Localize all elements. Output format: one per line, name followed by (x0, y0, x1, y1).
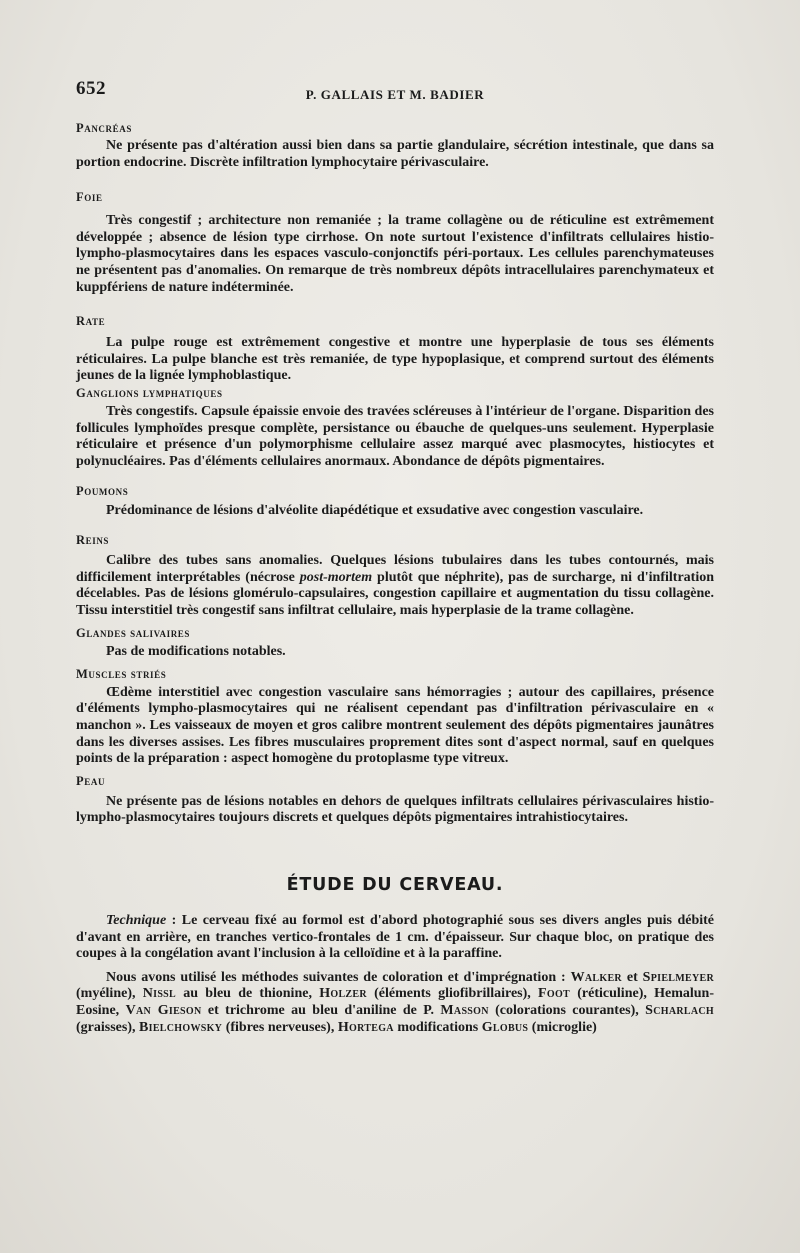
methods-text: (myéline), (76, 986, 143, 1002)
paragraph-pancreas: Ne présente pas d'altération aussi bien dans sa partie glandulaire, sécrétion intestinale, que dans sa portion endocrine. Discrète infiltration lymphocytaire périvasculaire. (76, 138, 714, 170)
author-foot: Foot (538, 986, 571, 1002)
author-globus: Globus (481, 1019, 529, 1035)
author-hortega: Hortega (337, 1019, 394, 1035)
methods-text: (réticuline), Hemalun-Eosine, (76, 986, 714, 1018)
methods-text: et (621, 969, 643, 985)
methods-text: (fibres nerveuses), (222, 1019, 338, 1035)
section-heading-foie: Foie (76, 190, 103, 205)
paragraph-technique (76, 913, 714, 963)
methods-text: au bleu de thionine, (176, 986, 320, 1002)
section-heading-poumons: Poumons (76, 484, 129, 499)
author-bielchowsky: Bielchowsky (139, 1019, 223, 1035)
methods-text: (microglie) (528, 1019, 597, 1035)
page-number: 652 (76, 78, 106, 99)
section-heading-pancreas: Pancréas (76, 121, 132, 135)
paragraph-ganglions: Très congestifs. Capsule épaissie envoie des travées scléreuses à l'intérieur de l'organe. Disparition des follicules lymphoïdes presque complète, persistance ou ébauche de quelques-uns seulement. Hyperplasie réticulaire et présence d'un polymorphisme cellulaire assez marqué avec plasmocytes, histiocytes et polynucléaires. Pas d'éléments cellulaires anormaux. Abondance de dépôts pigmentaires. (76, 403, 714, 469)
author-scharlach: Scharlach (645, 1003, 714, 1018)
chapter-title: ÉTUDE DU CERVEAU. (286, 875, 504, 896)
paragraph-foie: Très congestif ; architecture non remaniée ; la trame collagène ou de réticuline est extrêmement développée ; absence de lésion type cirrhose. On note surtout l'existence d'infiltrats cellulaires histio-lympho-plasmocytaires dans les espaces vasculo-conjonctifs péri-portaux. Les cellules parenchymateuses ne présentent pas d'anomalies. On remarque de très nombreux dépôts intracellulaires parenchymateux et kuppfériens de nature indéterminée. (76, 213, 714, 295)
section-heading-ganglions: Ganglions lymphatiques (76, 385, 223, 400)
section-heading-glandes: Glandes salivaires (76, 626, 191, 641)
methods-text: (colorations courantes), (488, 1003, 646, 1018)
methods-text: (éléments gliofibrillaires), (366, 986, 539, 1002)
methods-intro: Nous avons utilisé les méthodes suivantes de coloration et d'imprégnation : (106, 969, 571, 985)
page-header (76, 78, 714, 106)
author-walker: Walker (570, 969, 622, 985)
running-head: P. GALLAIS ET M. BADIER (305, 87, 485, 102)
section-heading-rate: Rate (76, 314, 106, 329)
section-heading-peau: Peau (76, 773, 106, 788)
technique-label: Technique (106, 913, 167, 929)
methods-text: et trichrome au bleu d'aniline de P. (201, 1003, 441, 1018)
author-spielmeyer: Spielmeyer (642, 969, 714, 985)
section-heading-reins: Reins (76, 532, 110, 547)
reins-text-after: plutôt que néphrite), pas de surcharge, ni d'infiltration décelables. Pas de lésions glomérulo-capsulaires, congestion capillaire et augmentation du tissu collagène. Tissu interstitiel très congestif sans infiltrat cellulaire, mais hyperplasie de la trame collagène. (76, 569, 714, 618)
reins-text-italic: post-mortem (299, 569, 373, 585)
paragraph-poumons: Prédominance de lésions d'alvéolite diapédétique et exsudative avec congestion vasculaire. (106, 503, 644, 519)
author-nissl: Nissl (142, 986, 177, 1002)
author-masson: Masson (440, 1003, 489, 1018)
paragraph-muscles: Œdème interstitiel avec congestion vasculaire sans hémorragies ; autour des capillaires, présence d'éléments lympho-plasmocytaires qui ne réalisent cependant pas d'infiltration périvasculaire en « manchon ». Les vaisseaux de moyen et gros calibre montrent seulement des dépôts pigmentaires jaunâtres dans les diverses assises. Les fibres musculaires proprement dites sont d'aspect normal, sauf en quelques points de la préparation : aspect homogène du protoplasme type vitreux. (76, 684, 714, 767)
section-heading-muscles: Muscles striés (76, 666, 167, 681)
technique-text: : Le cerveau fixé au formol est d'abord photographié sous ses divers angles puis débité d'avant en arrière, en tranches vertico-frontales de 1 cm. d'épaisseur. Sur chaque bloc, on pratique des coupes à la congélation avant l'inclusion à la celloïdine et à la paraffine. (76, 913, 714, 962)
methods-text: modifications (393, 1019, 482, 1035)
reins-text-before: Calibre des tubes sans anomalies. Quelques lésions tubulaires dans les tubes contournés, mais difficilement interprétables (nécrose (76, 552, 714, 585)
paragraph-glandes: Pas de modifications notables. (106, 644, 286, 660)
author-van-gieson: Van Gieson (125, 1003, 202, 1018)
methods-text: (graisses), (76, 1019, 139, 1035)
author-holzer: Holzer (319, 986, 367, 1002)
paragraph-peau: Ne présente pas de lésions notables en dehors de quelques infiltrats cellulaires périvasculaires histio-lympho-plasmocytaires toujours discrets et quelques dépôts pigmentaires intrahistiocytaires. (76, 793, 714, 826)
paragraph-rate: La pulpe rouge est extrêmement congestive et montre une hyperplasie de tous ses éléments réticulaires. La pulpe blanche est très remaniée, de type hypoplasique, et comprend surtout des éléments jeunes de la lignée lymphoblastique. (76, 335, 714, 384)
paragraph-reins (76, 553, 714, 619)
paragraph-methods (76, 970, 714, 1036)
